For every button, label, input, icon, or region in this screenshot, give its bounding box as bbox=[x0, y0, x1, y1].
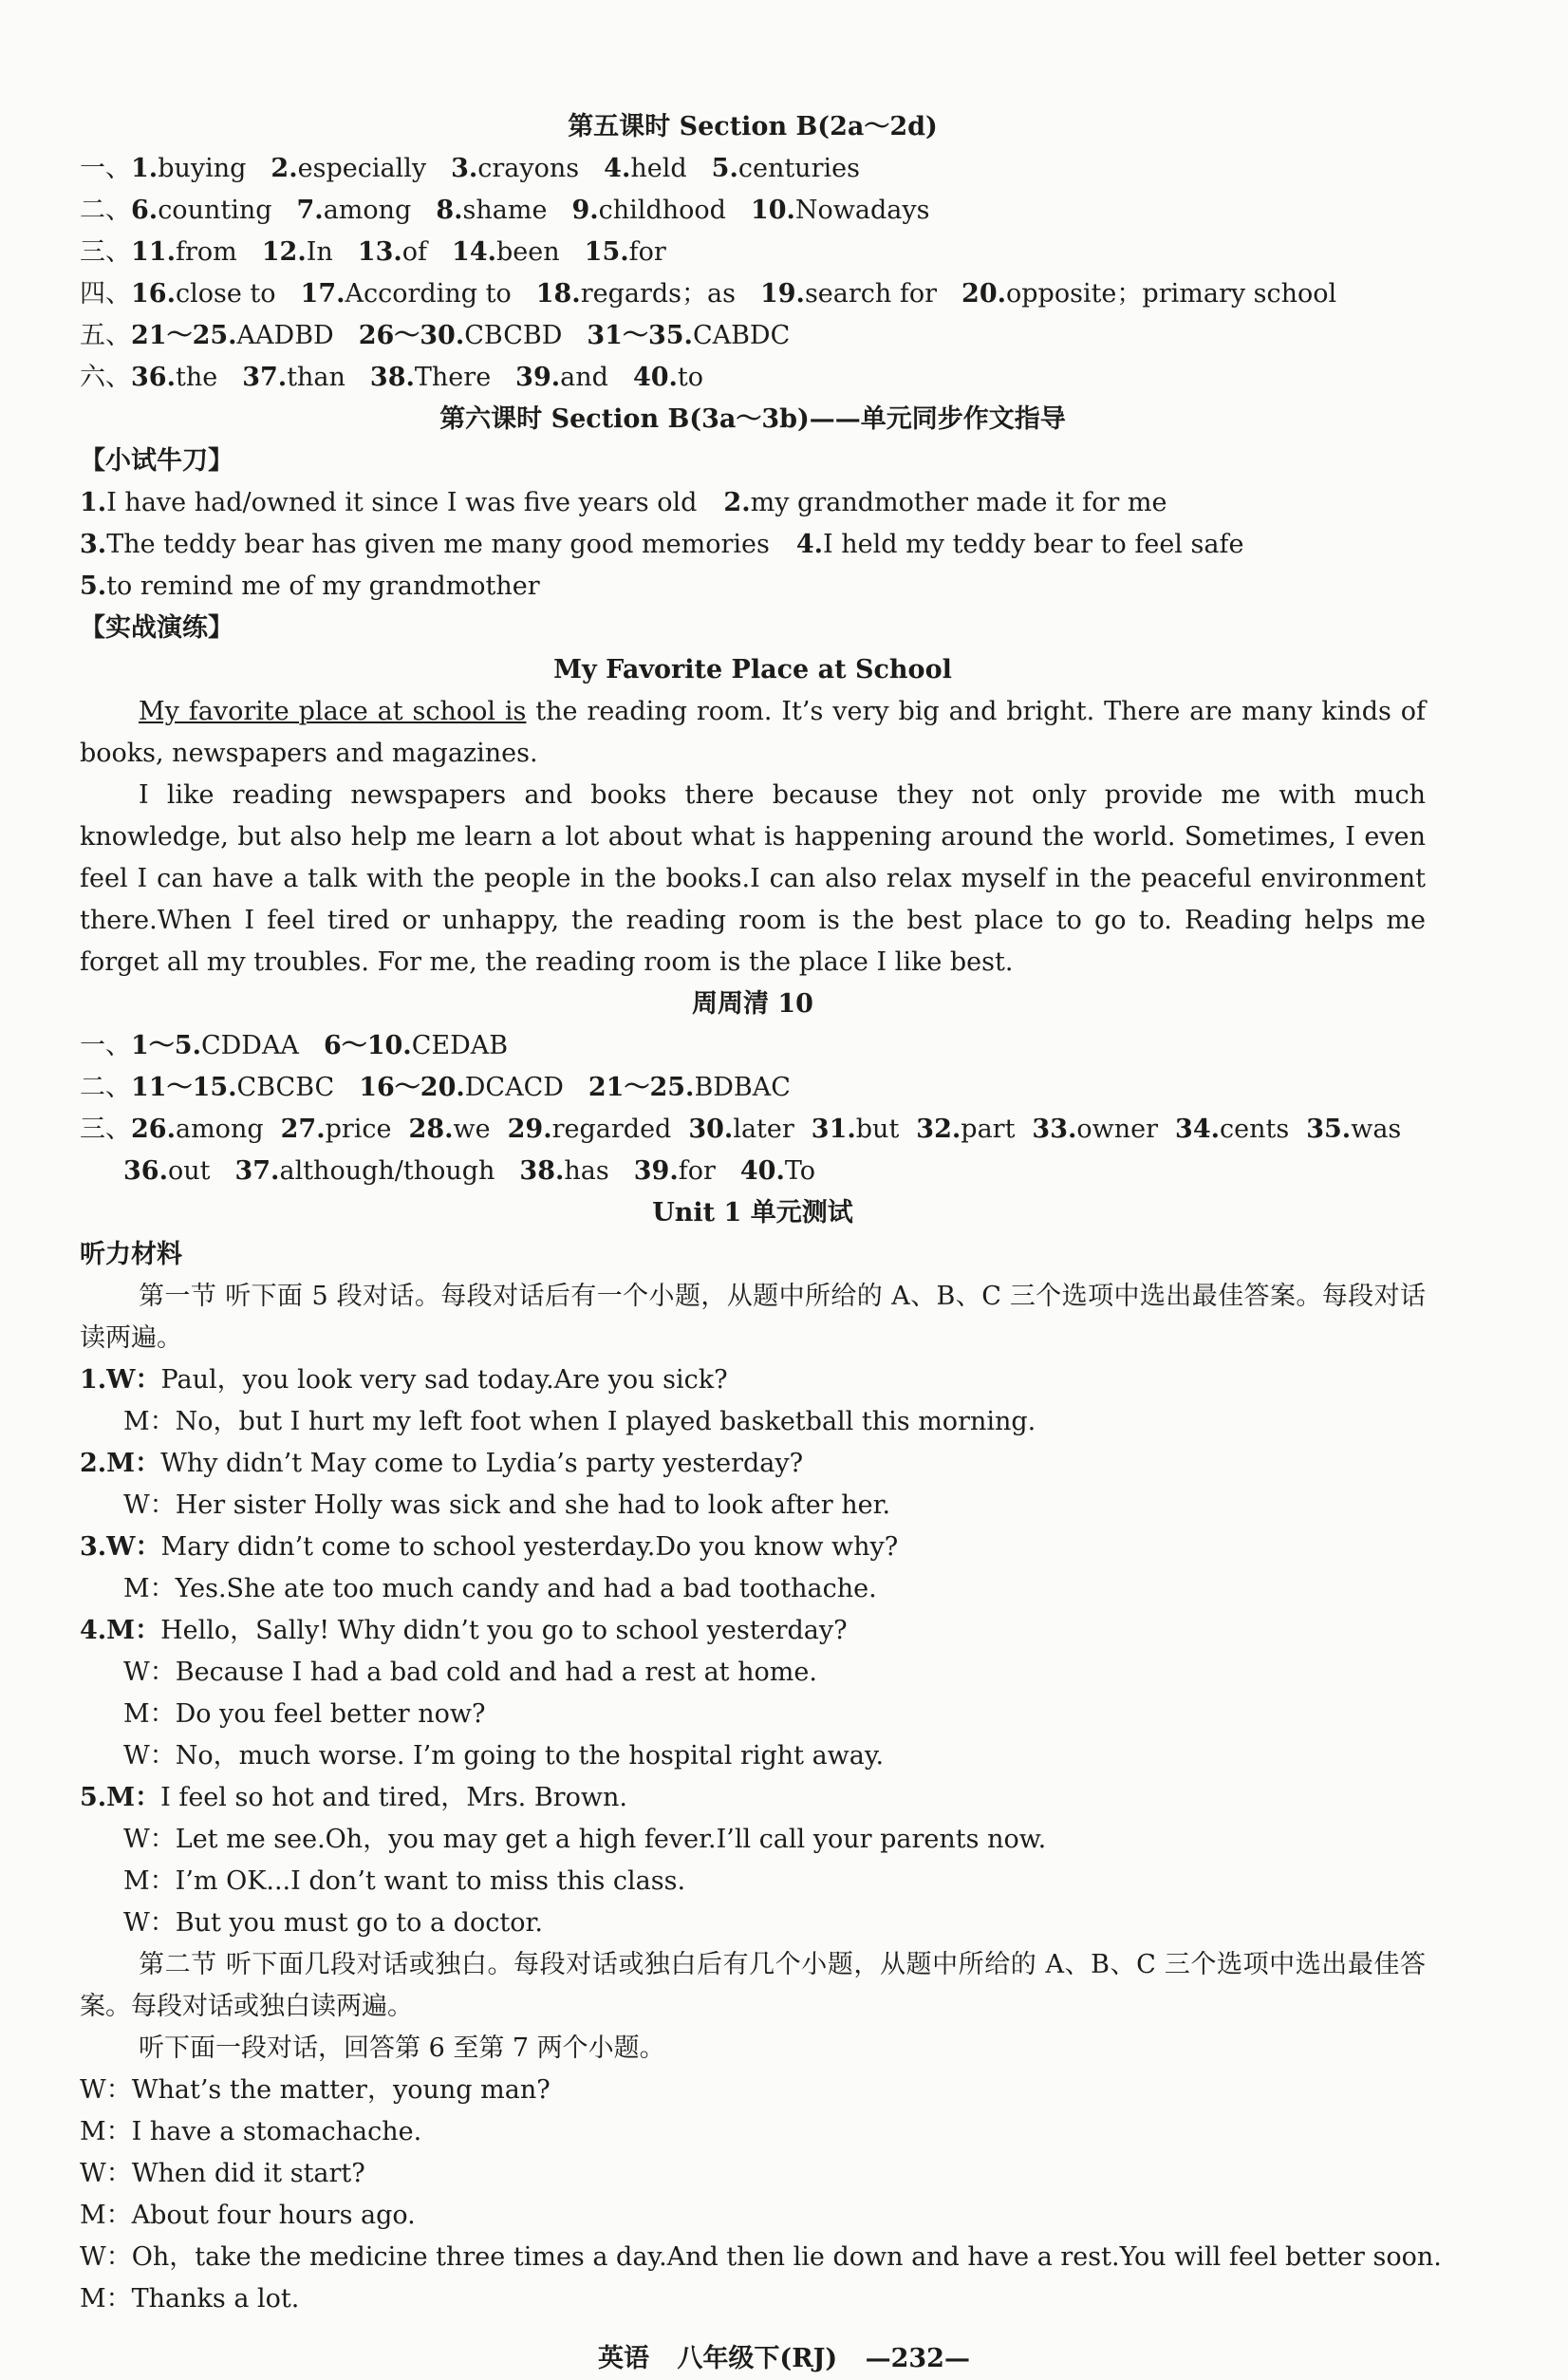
answer-row bbox=[80, 357, 1426, 399]
answer-item bbox=[1175, 1109, 1289, 1151]
answer-number: 5. bbox=[80, 572, 107, 601]
dialogue-line bbox=[80, 1568, 1426, 1610]
answer-text: According to bbox=[345, 279, 512, 309]
answer-text: was bbox=[1351, 1115, 1402, 1144]
answer-item bbox=[452, 232, 560, 273]
answer-item bbox=[633, 357, 703, 399]
answer-text: In bbox=[306, 237, 333, 267]
underlined-phrase: My favorite place at school is bbox=[139, 697, 527, 726]
answer-row bbox=[80, 148, 1426, 190]
answer-number: 3. bbox=[80, 530, 107, 559]
answer-item bbox=[131, 315, 334, 357]
answer-text: CDDAA bbox=[200, 1031, 299, 1060]
dialogue-text: No，much worse. I’m going to the hospital right away. bbox=[175, 1741, 885, 1771]
speaker-label: M： bbox=[80, 2201, 132, 2230]
answer-item bbox=[131, 190, 272, 232]
answer-row bbox=[80, 1067, 1426, 1109]
answer-text: held bbox=[630, 154, 687, 183]
answer-number: 36. bbox=[131, 363, 176, 392]
answer-item bbox=[370, 357, 491, 399]
dialogue-line bbox=[80, 1652, 1426, 1694]
answer-item bbox=[409, 1109, 491, 1151]
speaker-label: W： bbox=[80, 2075, 132, 2105]
answer-text: centuries bbox=[737, 154, 860, 183]
answer-number: 28. bbox=[408, 1115, 454, 1144]
answer-number: 40. bbox=[632, 363, 678, 392]
answer-item bbox=[751, 190, 930, 232]
answer-item bbox=[131, 148, 246, 190]
answer-number: 32. bbox=[916, 1115, 961, 1144]
answer-item bbox=[234, 1151, 495, 1192]
answer-text: part bbox=[961, 1115, 1016, 1144]
answer-number: 20. bbox=[961, 279, 1007, 309]
answer-number: 38. bbox=[369, 363, 415, 392]
answer-number: 14. bbox=[452, 237, 497, 267]
dialogue-text: Because I had a bad cold and had a rest at home. bbox=[175, 1658, 817, 1687]
answer-item bbox=[281, 1109, 392, 1151]
answer-item bbox=[604, 148, 686, 190]
question-group-label: 五、 bbox=[80, 321, 131, 350]
dialogue-line bbox=[80, 1735, 1426, 1777]
dialogue-line bbox=[80, 1527, 1426, 1568]
answer-item bbox=[916, 1109, 1015, 1151]
dialogue-line bbox=[80, 2153, 1426, 2195]
answer-item bbox=[1032, 1109, 1158, 1151]
dialogue-line bbox=[80, 1485, 1426, 1527]
answer-number: 18. bbox=[535, 279, 581, 309]
answer-page bbox=[80, 106, 1442, 2320]
answer-text: among bbox=[175, 1115, 264, 1144]
answer-text: CEDAB bbox=[411, 1031, 509, 1060]
answer-item bbox=[80, 566, 540, 608]
question-group-label: 三、 bbox=[80, 237, 131, 267]
answer-item bbox=[123, 1151, 210, 1192]
answer-item bbox=[812, 1109, 900, 1151]
answer-text: my grandmother made it for me bbox=[750, 488, 1167, 517]
dialogue-text: Hello，Sally! Why didn’t you go to school yesterday? bbox=[160, 1616, 848, 1645]
section-title: 周周清 10 bbox=[692, 989, 813, 1019]
answer-number: 7. bbox=[296, 196, 324, 225]
answer-text: for bbox=[678, 1156, 716, 1186]
speaker-label: W： bbox=[123, 1490, 176, 1520]
answer-item bbox=[712, 148, 860, 190]
answer-number: 16. bbox=[131, 279, 176, 309]
answer-text: has bbox=[564, 1156, 609, 1186]
answer-item bbox=[359, 315, 563, 357]
speaker-label: 5.M： bbox=[80, 1783, 161, 1812]
essay-paragraph: I like reading newspapers and books there because they not only provide me with much knowledge, but also help me learn a lot about what is happening around the world. Sometimes, I even feel I can have a talk with the people in the books.I can also relax myself in the peaceful environment there.When I feel tired or unhappy, the reading room is the best place to go to. Reading helps me forget all my troubles. For me, the reading room is the place I like best. bbox=[80, 780, 1426, 977]
footer-subject: 英语 bbox=[598, 2344, 650, 2373]
instruction-line: 听下面一段对话，回答第 6 至第 7 两个小题。 bbox=[139, 2033, 665, 2063]
answer-text: CBCBD bbox=[464, 321, 563, 350]
answer-number: 4. bbox=[604, 154, 631, 183]
answer-text: out bbox=[167, 1156, 211, 1186]
dialogue-text: Mary didn’t come to school yesterday.Do you know why? bbox=[160, 1532, 899, 1562]
subsection-heading: 【小试牛刀】 bbox=[80, 446, 233, 476]
dialogue-line bbox=[80, 1443, 1426, 1485]
speaker-label: M： bbox=[80, 2117, 132, 2146]
answer-text: search for bbox=[804, 279, 938, 309]
answer-text: price bbox=[325, 1115, 392, 1144]
answer-text: among bbox=[323, 196, 412, 225]
dialogue-text: I’m OK...I don’t want to miss this class. bbox=[175, 1866, 686, 1896]
question-group-label: 六、 bbox=[80, 363, 131, 392]
answer-text: I held my teddy bear to feel safe bbox=[823, 530, 1244, 559]
answer-number: 26～30. bbox=[358, 321, 465, 350]
answer-number: 37. bbox=[242, 363, 288, 392]
answer-number: 1～5. bbox=[131, 1031, 201, 1060]
answer-text: to bbox=[677, 363, 704, 392]
question-group-label: 一、 bbox=[80, 1031, 131, 1060]
dialogue-text: I feel so hot and tired，Mrs. Brown. bbox=[160, 1783, 627, 1812]
answer-number: 34. bbox=[1175, 1115, 1221, 1144]
answer-text: To bbox=[784, 1156, 816, 1186]
answer-item bbox=[588, 1067, 791, 1109]
question-group-label: 二、 bbox=[80, 196, 131, 225]
answer-number: 17. bbox=[300, 279, 345, 309]
speaker-label: M： bbox=[80, 2284, 132, 2314]
answer-item bbox=[131, 232, 237, 273]
answer-number: 39. bbox=[515, 363, 561, 392]
speaker-label: M： bbox=[123, 1407, 176, 1436]
answer-text: Nowadays bbox=[794, 196, 930, 225]
dialogue-text: Do you feel better now? bbox=[175, 1699, 486, 1729]
answer-item bbox=[358, 232, 427, 273]
dialogue-text: Why didn’t May come to Lydia’s party yesterday? bbox=[160, 1449, 804, 1478]
answer-number: 35. bbox=[1306, 1115, 1352, 1144]
speaker-label: 4.M： bbox=[80, 1616, 161, 1645]
answer-number: 4. bbox=[795, 530, 824, 559]
answer-number: 40. bbox=[739, 1156, 785, 1186]
answer-row bbox=[80, 232, 1426, 273]
answer-text: owner bbox=[1076, 1115, 1159, 1144]
dialogue-block bbox=[80, 2070, 1442, 2320]
answer-item bbox=[297, 190, 412, 232]
answer-text: opposite；primary school bbox=[1006, 279, 1337, 309]
speaker-label: 2.M： bbox=[80, 1449, 161, 1478]
answer-text: later bbox=[733, 1115, 794, 1144]
speaker-label: W： bbox=[123, 1908, 176, 1938]
speaker-label: M： bbox=[123, 1699, 176, 1729]
answer-item bbox=[587, 315, 790, 357]
answer-number: 36. bbox=[123, 1156, 168, 1186]
speaker-label: M： bbox=[123, 1866, 176, 1896]
answer-text: close to bbox=[175, 279, 276, 309]
dialogue-line bbox=[80, 1861, 1426, 1902]
answer-number: 6. bbox=[131, 196, 159, 225]
answer-item bbox=[508, 1109, 672, 1151]
answer-text: although/though bbox=[279, 1156, 495, 1186]
dialogue-text: About four hours ago. bbox=[131, 2201, 416, 2230]
answer-number: 38. bbox=[519, 1156, 565, 1186]
answer-item bbox=[80, 482, 697, 524]
answer-number: 13. bbox=[357, 237, 402, 267]
instruction-paragraph: 第一节 听下面 5 段对话。每段对话后有一个小题，从题中所给的 A、B、C 三个选项中选出最佳答案。每段对话读两遍。 bbox=[80, 1282, 1426, 1353]
answer-row bbox=[80, 1025, 1426, 1067]
answer-number: 29. bbox=[507, 1115, 552, 1144]
answer-row bbox=[80, 566, 1426, 608]
answer-item bbox=[536, 273, 736, 315]
answer-item bbox=[961, 273, 1336, 315]
answer-number: 26. bbox=[131, 1115, 176, 1144]
page-number: —232— bbox=[865, 2344, 970, 2373]
dialogue-block bbox=[80, 1359, 1426, 1944]
answer-text: CABDC bbox=[692, 321, 791, 350]
answer-text: regarded bbox=[551, 1115, 672, 1144]
answer-item bbox=[301, 273, 512, 315]
answer-number: 12. bbox=[261, 237, 307, 267]
subsection-heading: 听力材料 bbox=[80, 1240, 182, 1269]
answer-text: and bbox=[560, 363, 608, 392]
answer-number: 2. bbox=[271, 154, 298, 183]
section-title: 第六课时 Section B(3a～3b)——单元同步作文指导 bbox=[439, 404, 1066, 434]
essay-title: My Favorite Place at School bbox=[553, 655, 952, 684]
answer-item bbox=[271, 148, 426, 190]
answer-text: cents bbox=[1220, 1115, 1290, 1144]
answer-row bbox=[80, 482, 1426, 524]
answer-item bbox=[242, 357, 345, 399]
answer-item bbox=[324, 1025, 508, 1067]
answer-item bbox=[131, 1109, 264, 1151]
answer-number: 39. bbox=[633, 1156, 679, 1186]
answer-text: the bbox=[175, 363, 218, 392]
answer-item bbox=[634, 1151, 716, 1192]
speaker-label: W： bbox=[123, 1825, 176, 1854]
answer-text: The teddy bear has given me many good memories bbox=[106, 530, 770, 559]
dialogue-line bbox=[80, 1902, 1426, 1944]
answer-row bbox=[80, 315, 1426, 357]
dialogue-text: Paul，you look very sad today.Are you sick? bbox=[160, 1365, 728, 1395]
dialogue-text: But you must go to a doctor. bbox=[175, 1908, 543, 1938]
speaker-label: W： bbox=[123, 1658, 176, 1687]
answer-text: regards；as bbox=[580, 279, 736, 309]
dialogue-text: No，but I hurt my left foot when I played basketball this morning. bbox=[175, 1407, 1036, 1436]
answer-item bbox=[519, 1151, 608, 1192]
dialogue-line bbox=[80, 2237, 1442, 2278]
answer-text: There bbox=[414, 363, 492, 392]
instruction-paragraph: 第二节 听下面几段对话或独白。每段对话或独白后有几个小题，从题中所给的 A、B、C 三个选项中选出最佳答案。每段对话或独白读两遍。 bbox=[80, 1950, 1426, 2021]
dialogue-line bbox=[80, 2070, 1426, 2111]
answer-item bbox=[585, 232, 666, 273]
answer-text: than bbox=[287, 363, 345, 392]
essay-paragraph: My favorite place at school is the reading room. It’s very big and bright. There are many kinds of books, newspapers and magazines. bbox=[80, 697, 1427, 768]
answer-row bbox=[80, 190, 1426, 232]
answer-item bbox=[796, 524, 1244, 566]
answer-number: 33. bbox=[1032, 1115, 1077, 1144]
answer-item bbox=[131, 1025, 299, 1067]
dialogue-line bbox=[80, 1819, 1426, 1861]
speaker-label: M： bbox=[123, 1574, 176, 1603]
dialogue-line bbox=[80, 1694, 1426, 1735]
dialogue-line bbox=[80, 2278, 1426, 2320]
speaker-label: W： bbox=[80, 2159, 132, 2188]
answer-number: 6～10. bbox=[323, 1031, 412, 1060]
answer-item bbox=[1306, 1109, 1401, 1151]
answer-number: 21～25. bbox=[588, 1073, 695, 1102]
answer-number: 11. bbox=[131, 237, 176, 267]
dialogue-text: When did it start? bbox=[131, 2159, 365, 2188]
dialogue-text: Yes.She ate too much candy and had a bad toothache. bbox=[175, 1574, 877, 1603]
answer-item bbox=[760, 273, 937, 315]
question-group-label: 二、 bbox=[80, 1073, 131, 1102]
answer-text: AADBD bbox=[236, 321, 334, 350]
answer-row bbox=[80, 273, 1426, 315]
answer-text: but bbox=[855, 1115, 900, 1144]
answer-row bbox=[80, 1109, 1426, 1151]
answer-number: 1. bbox=[131, 154, 159, 183]
answer-number: 2. bbox=[723, 488, 751, 517]
answer-text: counting bbox=[158, 196, 272, 225]
answer-item bbox=[262, 232, 333, 273]
section-title: 第五课时 Section B(2a～2d) bbox=[568, 112, 938, 141]
answer-number: 16～20. bbox=[359, 1073, 465, 1102]
question-group-label: 三、 bbox=[80, 1115, 131, 1144]
answer-text: especially bbox=[297, 154, 427, 183]
answer-number: 31. bbox=[811, 1115, 856, 1144]
dialogue-line bbox=[80, 1359, 1426, 1401]
dialogue-line bbox=[80, 2195, 1426, 2237]
answer-text: buying bbox=[158, 154, 247, 183]
answer-item bbox=[451, 148, 579, 190]
answer-number: 30. bbox=[688, 1115, 734, 1144]
answer-text: DCACD bbox=[464, 1073, 564, 1102]
answer-item bbox=[688, 1109, 793, 1151]
answer-item bbox=[515, 357, 608, 399]
page-footer bbox=[0, 2337, 1568, 2374]
dialogue-text: What’s the matter，young man? bbox=[131, 2075, 551, 2105]
speaker-label: 3.W： bbox=[80, 1532, 161, 1562]
answer-number: 10. bbox=[750, 196, 795, 225]
speaker-label: 1.W： bbox=[80, 1365, 161, 1395]
answer-number: 31～35. bbox=[587, 321, 693, 350]
answer-number: 19. bbox=[759, 279, 805, 309]
dialogue-line bbox=[80, 1610, 1426, 1652]
footer-grade: 八年级下(RJ) bbox=[677, 2344, 838, 2373]
answer-item bbox=[80, 524, 770, 566]
speaker-label: W： bbox=[80, 2242, 132, 2272]
answer-text: shame bbox=[462, 196, 548, 225]
question-group-label: 一、 bbox=[80, 154, 131, 183]
answer-item bbox=[131, 273, 276, 315]
answer-number: 15. bbox=[584, 237, 629, 267]
answer-text: childhood bbox=[598, 196, 726, 225]
answer-item bbox=[723, 482, 1167, 524]
answer-text: for bbox=[628, 237, 666, 267]
answer-item bbox=[571, 190, 725, 232]
dialogue-text: Her sister Holly was sick and she had to look after her. bbox=[175, 1490, 891, 1520]
dialogue-text: Let me see.Oh，you may get a high fever.I’ll call your parents now. bbox=[175, 1825, 1047, 1854]
answer-text: BDBAC bbox=[694, 1073, 791, 1102]
answer-number: 37. bbox=[234, 1156, 280, 1186]
answer-number: 27. bbox=[280, 1115, 326, 1144]
dialogue-text: I have a stomachache. bbox=[131, 2117, 422, 2146]
answer-item bbox=[359, 1067, 564, 1109]
answer-text: crayons bbox=[477, 154, 580, 183]
answer-text: CBCBC bbox=[236, 1073, 335, 1102]
answer-text: of bbox=[401, 237, 428, 267]
answer-number: 3. bbox=[451, 154, 478, 183]
subsection-heading: 【实战演练】 bbox=[80, 613, 233, 643]
answer-item bbox=[740, 1151, 815, 1192]
dialogue-line bbox=[80, 1401, 1426, 1443]
question-group-label: 四、 bbox=[80, 279, 131, 309]
answer-number: 8. bbox=[436, 196, 463, 225]
answer-text: been bbox=[496, 237, 560, 267]
answer-text: to remind me of my grandmother bbox=[106, 572, 540, 601]
answer-number: 5. bbox=[711, 154, 738, 183]
dialogue-text: Oh，take the medicine three times a day.And then lie down and have a rest.You will feel better soon. bbox=[131, 2242, 1442, 2272]
answer-number: 1. bbox=[80, 488, 107, 517]
answer-text: I have had/owned it since I was five years old bbox=[106, 488, 698, 517]
answer-row bbox=[80, 524, 1426, 566]
section-title: Unit 1 单元测试 bbox=[652, 1198, 853, 1227]
speaker-label: W： bbox=[123, 1741, 176, 1771]
answer-text: we bbox=[453, 1115, 491, 1144]
answer-item bbox=[131, 357, 217, 399]
dialogue-line bbox=[80, 1777, 1426, 1819]
answer-number: 9. bbox=[571, 196, 599, 225]
answer-item bbox=[131, 1067, 334, 1109]
answer-item bbox=[436, 190, 547, 232]
dialogue-text: Thanks a lot. bbox=[131, 2284, 300, 2314]
answer-text: from bbox=[175, 237, 237, 267]
dialogue-line bbox=[80, 2111, 1426, 2153]
answer-number: 21～25. bbox=[131, 321, 237, 350]
answer-number: 11～15. bbox=[131, 1073, 237, 1102]
answer-row bbox=[80, 1151, 1426, 1192]
